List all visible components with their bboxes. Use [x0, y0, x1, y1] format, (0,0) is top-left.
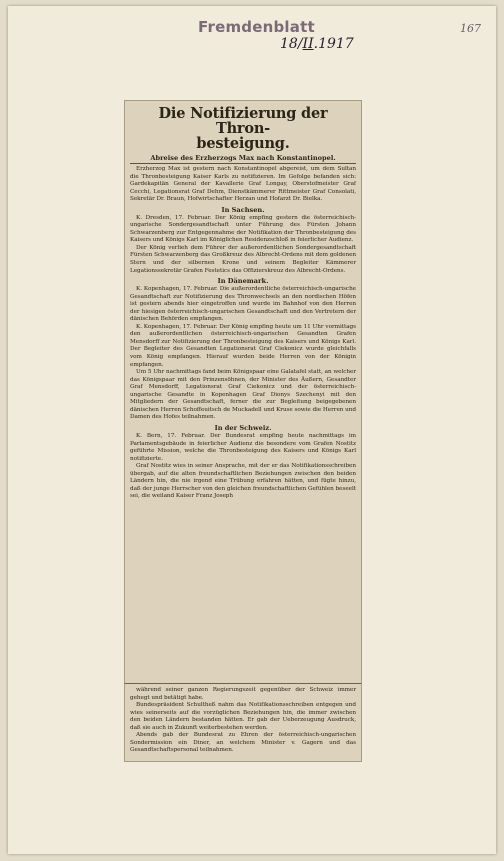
subheading-schweiz: In der Schweiz. — [214, 423, 272, 432]
paragraph-11: Abends gab der Bundesrat zu Ehren der österreichisch-ungarischen Sondermission ein Diner, an welchem Minister v. Gagern und das Gesandtschaftspersonal teilnahmen. — [130, 732, 356, 753]
article-title: Die Notifizierung der Thron- besteigung. — [158, 105, 328, 152]
paragraph-7: K. Bern, 17. Februar. Der Bundesrat empfing heute nachmittags im Parlamentsgebäude in feierlicher Audienz die besondere vom Grafen Nostitz geführte Mission, welche die Thronbesteigung des Kaisers und Königs Karl notifizierte. — [130, 432, 356, 462]
paragraph-8: Graf Nostitz wies in seiner Ansprache, mit der er das Notifikationsschreiben übergab, auf die alten freundschaftlichen Beziehungen zwischen den beiden Ländern hin, die nie irgend eine Trübung erfahren hätten, und fügte hinzu, daß der junge Herrscher von den gleichen freundschaftlichen Gefühlen beseelt sei, die weiland Kaiser Franz Joseph — [130, 463, 356, 500]
subheading-sachsen: In Sachsen. — [221, 205, 265, 214]
paragraph-2: K. Dresden, 17. Februar. Der König empfing gestern die österreichisch-ungarische Sondergesandtschaft unter Führung des Fürsten Johann Schwarzenberg zur Entgegennahme der Notifikation der Thronbesteigung des Kaisers und Königs Karl im Königlichen Residenzschloß in feierlicher Audienz. — [130, 214, 356, 244]
article-headline: Abreise des Erzherzogs Max nach Konstantinopel. — [130, 154, 356, 164]
newspaper-stamp: Fremdenblatt — [198, 18, 315, 36]
newspaper-clipping — [124, 100, 362, 684]
newspaper-clipping-continuation — [124, 683, 362, 762]
handwritten-date: 18/II.1917 — [280, 36, 354, 52]
page-number: 167 — [460, 22, 481, 35]
paragraph-9: während seiner ganzen Regierungszeit gegenüber der Schweiz immer gehegt und betätigt habe. — [130, 687, 356, 701]
paragraph-6: Um 5 Uhr nachmittags fand beim Königspaar eine Galatafel statt, an welcher das Königspaar mit den Prinzensöhnen, der Minister des Äußern, Gesandter Graf Mensdorff, Legationsrat Graf Ciekonicz und der österreichisch-ungarische Gesandte in Kopenhagen Graf Dionys Szechenyi mit den Mitgliedern der Gesandtschaft, ferner die zur Begleitung beigegebenen dänischen Herren Schoffeuitsch de Muckadell und Kruse sowie die Herren und Damen des Hofes teilnahmen. — [130, 369, 356, 421]
paragraph-5: K. Kopenhagen, 17. Februar. Der König empfing heute um 11 Uhr vormittags den außerordentlichen österreichisch-ungarischen Gesandten Grafen Mensdorff zur Notifizierung der Thronbesteigung des Kaisers und Königs Karl. Der Begleiter des Gesandten Legationsrat Graf Ciekonicz wurde gleichfalls vom König empfangen. Hierauf wurden beide Herren von der Königin empfangen. — [130, 323, 356, 368]
paragraph-4: K. Kopenhagen, 17. Februar. Die außerordentliche österreichisch-ungarische Gesandtschaft zur Notifizierung des Thronwechsels an den nordischen Höfen ist gestern abends hier eingetroffen und wurde im Bahnhof von den Herren der hiesigen österreichisch-ungarischen Gesandtschaft und den Vertretern der dänischen Behörden empfangen. — [130, 286, 356, 323]
subheading-daenemark: In Dänemark. — [217, 277, 269, 286]
paragraph-3: Der König verlieh dem Führer der außerordentlichen Sondergesandtschaft Fürsten Schwarzenberg das Großkreuz des Albrecht-Ordens mit dem goldenen Stern und der silbernen Krone und seinem Begleiter Kämmerer Legationssekretär Grafen Festetics das Offizierskreuz des Albrecht-Ordens. — [130, 244, 356, 274]
paragraph-1: Erzherzog Max ist gestern nach Konstantinopel abgereist, um dem Sultan die Thronbesteigung Kaiser Karls zu notifizieren. Im Gefolge befanden sich: Gardekapitän General der Kavallerie Graf Longay, Oberstofmeister Graf Cecchi, Legationsrat Graf Dehm, Dienstkämmerer Rittmeister Graf Consolati, Sekretär Dr. Braun, Hofwirtschafter Herzan und Hofarzt Dr. Bielka. — [130, 166, 356, 203]
paragraph-10: Bundespräsident Schultheß nahm das Notifikationsschreiben entgegen und wies seinerseits auf die vorzüglichen Beziehungen hin, die immer zwischen den beiden Ländern bestanden hätten. Er gab der Ueberzeugung Ausdruck, daß sie auch in Zukunft weiterbestehen werden. — [130, 702, 356, 731]
